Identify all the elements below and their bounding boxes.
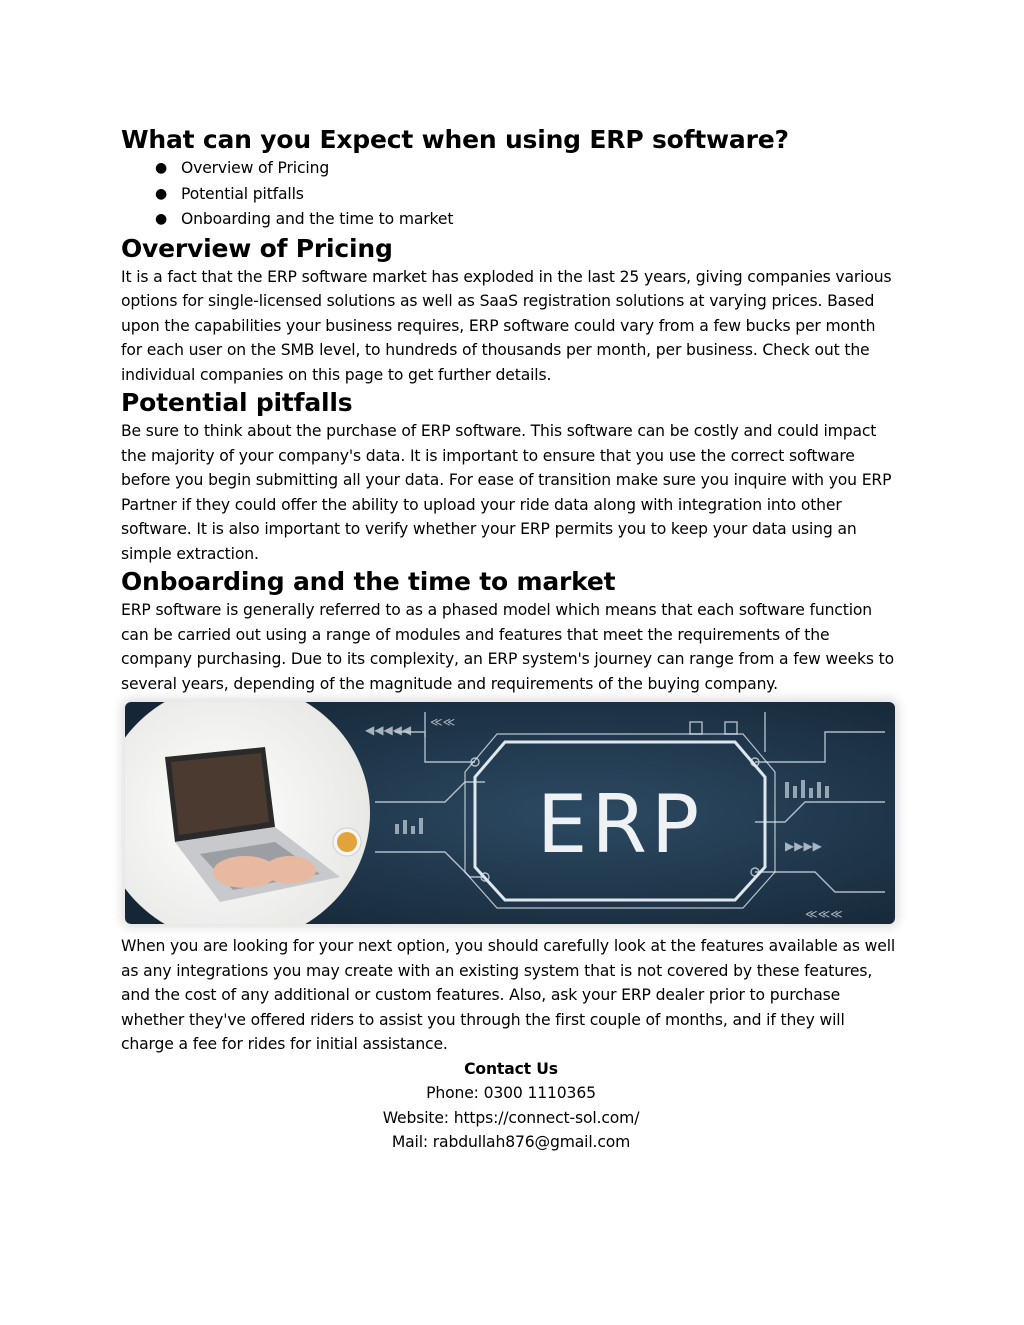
section-heading-pricing: Overview of Pricing — [121, 233, 393, 263]
erp-hero-image — [125, 702, 895, 924]
svg-text:◀◀◀◀◀: ◀◀◀◀◀ — [365, 723, 412, 737]
contact-title: Contact Us — [464, 1059, 558, 1078]
toc-item — [155, 207, 901, 233]
bullet-icon: ● — [155, 185, 168, 202]
section-body-pitfalls: Be sure to think about the purchase of ERP software. This software can be costly and could impact the majority of your company's data. It is important to ensure that you use the correct software before you begin submitting all your data. For ease of transition make sure you inquire with you ERP Partner if they could offer the ability to upload your ride data along with integration into other software. It is also important to verify whether your ERP permits you to keep your data using an simple extraction. — [121, 422, 892, 563]
section-body-onboarding: ERP software is generally referred to as a phased model which means that each software function can be carried out using a range of modules and features that meet the requirements of the company purchasing. Due to its complexity, an ERP system's journey can range from a few weeks to several years, depending of the magnitude and requirements of the buying company. — [121, 601, 894, 693]
table-of-contents — [121, 156, 901, 233]
toc-item — [155, 182, 901, 208]
erp-logo-text: ERP — [536, 778, 704, 871]
svg-text:≪≪: ≪≪ — [430, 715, 456, 729]
svg-text:▶▶▶▶: ▶▶▶▶ — [785, 839, 822, 853]
toc-item — [155, 156, 901, 182]
section-heading-pitfalls: Potential pitfalls — [121, 388, 353, 417]
contact-phone: Phone: 0300 1110365 — [426, 1084, 596, 1102]
closing-paragraph: When you are looking for your next option, you should carefully look at the features available as well as any integrations you may create with an existing system that is not covered by these features, and the cost of any additional or custom features. Also, ask your ERP dealer prior to purchase whether they've offered riders to assist you through the first couple of months, and if they will charge a fee for rides for initial assistance. — [121, 937, 896, 1053]
contact-block — [121, 1057, 901, 1155]
document-page — [121, 124, 901, 1155]
page-title: What can you Expect when using ERP software? — [121, 125, 789, 154]
toc-item-label: Overview of Pricing — [181, 159, 330, 177]
bullet-icon: ● — [155, 160, 168, 176]
toc-item-label: Potential pitfalls — [181, 184, 304, 203]
toc-item-label: Onboarding and the time to market — [181, 210, 454, 228]
section-body-pricing: It is a fact that the ERP software market has exploded in the last 25 years, giving companies various options for single-licensed solutions as well as SaaS registration solutions at varying prices. Based upon the capabilities your business requires, ERP software could vary from a few bucks per month for each user on the SMB level, to hundreds of thousands per month, per business. Check out the individual companies on this page to get further details. — [121, 267, 892, 384]
bullet-icon: ● — [155, 211, 168, 227]
svg-text:≪≪≪: ≪≪≪ — [805, 907, 843, 921]
contact-website: Website: https://connect-sol.com/ — [382, 1108, 640, 1127]
contact-mail: Mail: rabdullah876@gmail.com — [391, 1133, 631, 1151]
section-heading-onboarding: Onboarding and the time to market — [121, 567, 616, 596]
